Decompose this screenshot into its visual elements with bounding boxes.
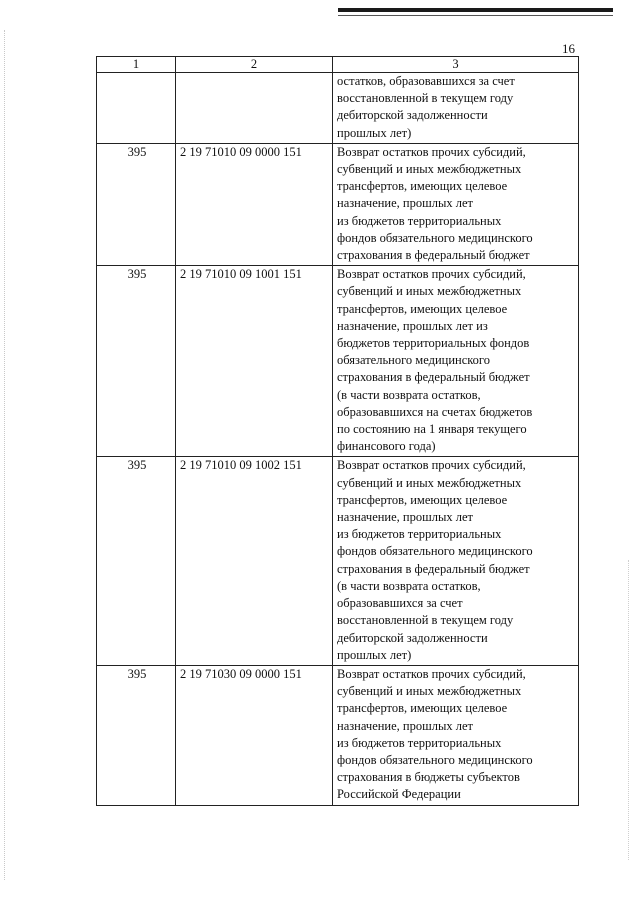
description-cell: остатков, образовавшихся за счет восстановленной в текущем году дебиторской задолженности прошлых лет) <box>333 73 579 144</box>
budget-code-cell: 2 19 71030 09 0000 151 <box>176 665 333 805</box>
header-rule-thick <box>338 8 613 12</box>
right-margin-scan-marks <box>628 560 630 860</box>
codes-table <box>96 56 579 806</box>
column-header-3: 3 <box>333 57 579 73</box>
description-cell: Возврат остатков прочих субсидий, субвенций и иных межбюджетных трансфертов, имеющих целевое назначение, прошлых лет из бюджетов территориальных фондов обязательного медицинского страхования в бюджеты субъектов Российской Федерации <box>333 665 579 805</box>
budget-code-cell: 2 19 71010 09 1002 151 <box>176 457 333 665</box>
budget-code-cell <box>176 73 333 144</box>
left-margin-scan-marks <box>4 30 6 880</box>
column-header-2: 2 <box>176 57 333 73</box>
admin-code-cell: 395 <box>97 457 176 665</box>
column-header-1: 1 <box>97 57 176 73</box>
description-cell: Возврат остатков прочих субсидий, субвенций и иных межбюджетных трансфертов, имеющих целевое назначение, прошлых лет из бюджетов территориальных фондов обязательного медицинского страхования в федеральный бюджет (в части возврата остатков, образовавшихся за счет восстановленной в текущем году дебиторской задолженности прошлых лет) <box>333 457 579 665</box>
table-row <box>97 266 579 457</box>
table-row <box>97 73 579 144</box>
table-row <box>97 665 579 805</box>
table-row <box>97 143 579 265</box>
budget-code-cell: 2 19 71010 09 0000 151 <box>176 143 333 265</box>
admin-code-cell: 395 <box>97 665 176 805</box>
table-row <box>97 457 579 665</box>
page-number: 16 <box>562 41 575 56</box>
table-header-row <box>97 57 579 73</box>
description-cell: Возврат остатков прочих субсидий, субвенций и иных межбюджетных трансфертов, имеющих целевое назначение, прошлых лет из бюджетов территориальных фондов обязательного медицинского страхования в федеральный бюджет (в части возврата остатков, образовавшихся на счетах бюджетов по состоянию на 1 января текущего финансового года) <box>333 266 579 457</box>
admin-code-cell <box>97 73 176 144</box>
admin-code-cell: 395 <box>97 266 176 457</box>
budget-code-cell: 2 19 71010 09 1001 151 <box>176 266 333 457</box>
header-rule-thin <box>338 15 613 16</box>
admin-code-cell: 395 <box>97 143 176 265</box>
description-cell: Возврат остатков прочих субсидий, субвенций и иных межбюджетных трансфертов, имеющих целевое назначение, прошлых лет из бюджетов территориальных фондов обязательного медицинского страхования в федеральный бюджет <box>333 143 579 265</box>
